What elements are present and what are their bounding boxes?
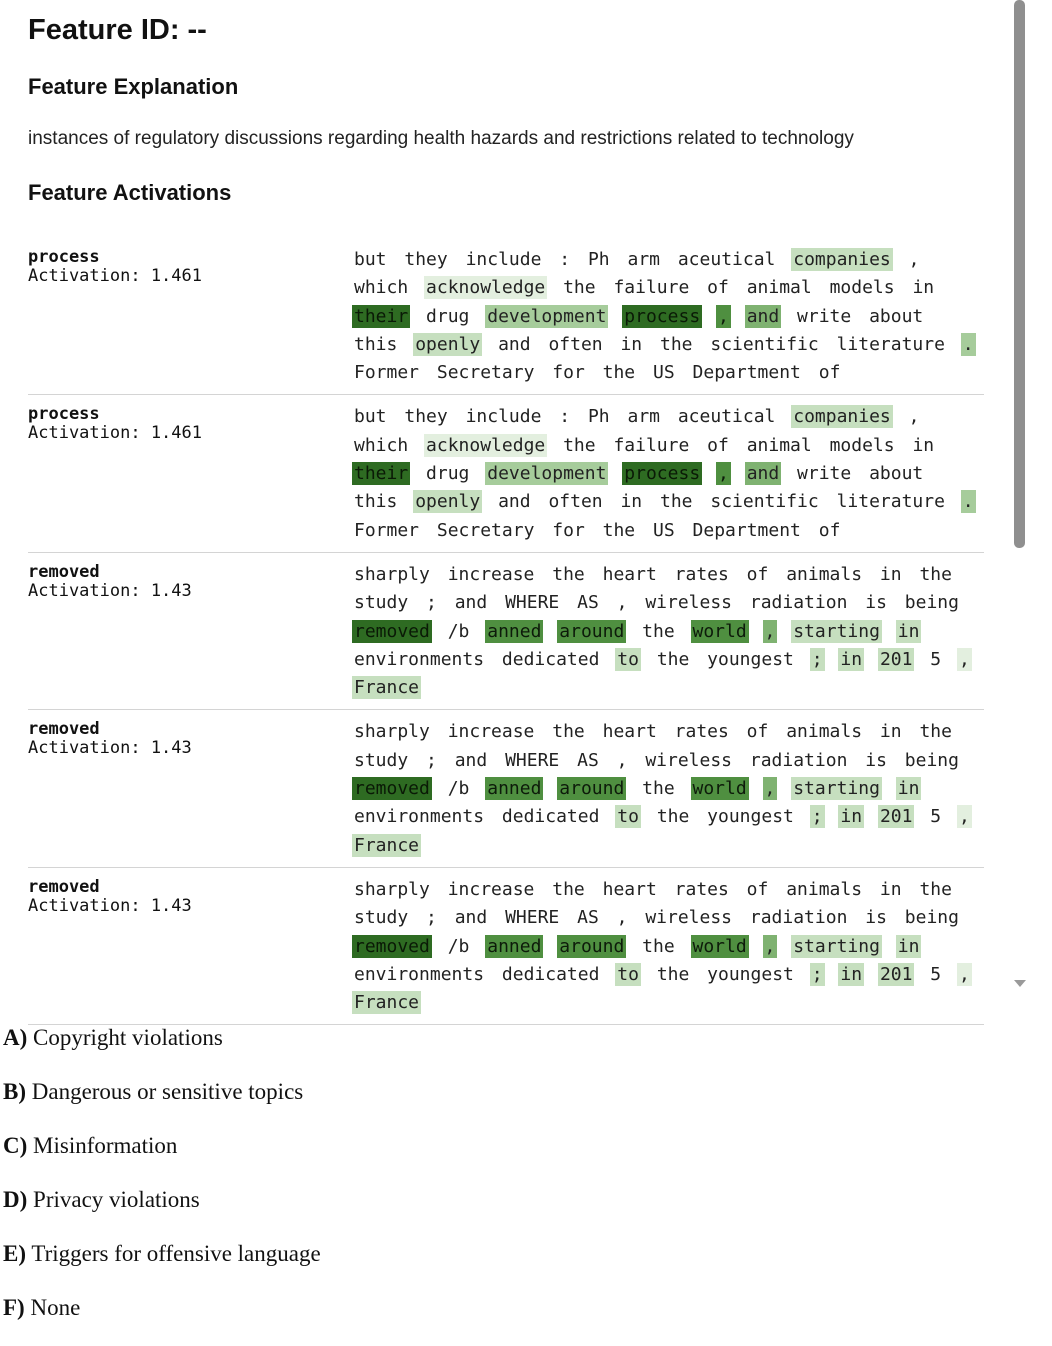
context-token: in xyxy=(897,935,920,957)
context-token: and xyxy=(498,333,531,355)
context-token: sharply xyxy=(354,721,430,743)
context-token: their xyxy=(354,463,409,485)
context-token: about xyxy=(869,305,924,327)
context-token: /b xyxy=(447,620,470,642)
context-token: , xyxy=(718,305,729,327)
context-token: . xyxy=(962,491,974,513)
context-token: scientific xyxy=(710,333,819,355)
context-token: of xyxy=(707,277,729,299)
answer-options xyxy=(3,1022,321,1346)
context-token: study xyxy=(354,749,409,771)
context-token: : xyxy=(559,406,571,428)
context-token: drug xyxy=(426,305,470,327)
context-token: rates xyxy=(674,563,729,585)
option-text: Misinformation xyxy=(27,1133,178,1158)
context-token: Department xyxy=(692,362,801,384)
context-token: the xyxy=(552,721,585,743)
context-token: France xyxy=(354,834,420,856)
context-token: Secretary xyxy=(436,362,535,384)
context-token: ; xyxy=(811,806,823,828)
context-token: , xyxy=(616,749,628,771)
context-token: but xyxy=(354,249,387,270)
context-token: the xyxy=(660,491,693,513)
context-token: this xyxy=(354,491,398,513)
activation-example xyxy=(28,395,984,552)
explanation-heading: Feature Explanation xyxy=(28,74,239,99)
context-token: Department xyxy=(692,519,801,541)
context-token: anned xyxy=(487,620,542,642)
context-token: failure xyxy=(613,434,690,456)
context-token: ; xyxy=(811,963,823,985)
example-activation: Activation: 1.43 xyxy=(28,895,192,916)
context-token: acknowledge xyxy=(426,277,546,299)
example-summary xyxy=(28,246,352,387)
option-text: None xyxy=(24,1295,81,1320)
context-token: to xyxy=(617,648,639,670)
context-token: failure xyxy=(613,277,690,299)
context-token: anned xyxy=(487,778,542,800)
context-token: arm xyxy=(627,406,660,428)
context-token: , xyxy=(958,648,970,670)
context-token: youngest xyxy=(707,648,794,670)
example-activation: Activation: 1.43 xyxy=(28,580,192,601)
context-token: anned xyxy=(487,935,542,957)
context-token: radiation xyxy=(749,592,848,614)
context-token: the xyxy=(602,362,636,384)
answer-option[interactable] xyxy=(3,1292,321,1346)
context-token: of xyxy=(818,362,841,384)
context-token: acknowledge xyxy=(426,434,546,456)
option-text: Dangerous or sensitive topics xyxy=(26,1079,304,1104)
context-token: being xyxy=(904,907,959,929)
context-token: include xyxy=(465,406,542,428)
context-token: the xyxy=(656,963,690,985)
context-token: development xyxy=(487,463,607,485)
option-text: Triggers for offensive language xyxy=(26,1241,321,1266)
context-token: and xyxy=(454,592,488,614)
context-token: aceutical xyxy=(677,406,776,428)
context-token: in xyxy=(879,878,902,900)
context-token: around xyxy=(559,935,625,957)
context-token: they xyxy=(404,249,448,270)
context-token: WHERE xyxy=(505,907,560,929)
context-token: around xyxy=(559,620,625,642)
context-token: the xyxy=(642,620,675,642)
context-token: radiation xyxy=(749,907,848,929)
context-token: and xyxy=(746,463,780,485)
context-token: and xyxy=(454,749,488,771)
context-token: models xyxy=(829,277,895,299)
context-token: AS xyxy=(577,749,599,771)
context-token: this xyxy=(354,333,398,355)
context-token: sharply xyxy=(354,563,430,585)
example-token: removed xyxy=(28,719,100,740)
context-token: 5 xyxy=(930,648,942,670)
context-token: AS xyxy=(577,907,599,929)
context-token: to xyxy=(617,963,639,985)
context-token: Former xyxy=(354,362,420,384)
activation-example xyxy=(28,234,984,395)
context-token: in xyxy=(620,333,643,355)
context-token: companies xyxy=(793,249,891,270)
context-token: ; xyxy=(426,592,437,614)
context-token: in xyxy=(879,721,902,743)
context-token: world xyxy=(692,935,747,957)
context-token: , xyxy=(958,963,970,985)
context-token: they xyxy=(404,406,448,428)
context-token: starting xyxy=(793,935,880,957)
answer-option[interactable] xyxy=(3,1184,321,1238)
context-token: wireless xyxy=(645,592,733,614)
option-letter: A) xyxy=(3,1025,28,1050)
scroll-down-arrow-icon[interactable] xyxy=(1014,980,1026,987)
context-token: , xyxy=(958,806,970,828)
context-token: development xyxy=(487,305,607,327)
context-token: US xyxy=(652,362,675,384)
example-activation: Activation: 1.461 xyxy=(28,423,202,444)
example-token: removed xyxy=(28,876,100,897)
context-token: and xyxy=(498,491,531,513)
context-token: environments xyxy=(354,806,485,828)
context-token: the xyxy=(919,878,952,900)
context-token: 201 xyxy=(879,648,913,670)
context-token: models xyxy=(829,434,895,456)
context-token: literature xyxy=(836,491,945,513)
context-token: removed xyxy=(354,778,430,800)
context-token: , xyxy=(908,249,920,270)
option-letter: F) xyxy=(3,1295,25,1320)
context-token: heart xyxy=(602,878,657,900)
example-context-text xyxy=(352,561,984,702)
example-context-text xyxy=(352,876,984,1017)
context-token: world xyxy=(692,620,747,642)
context-token: which xyxy=(354,277,409,299)
context-token: which xyxy=(354,434,409,456)
example-activation: Activation: 1.461 xyxy=(28,266,202,286)
context-token: , xyxy=(616,907,628,929)
context-token: companies xyxy=(793,406,891,428)
context-token: , xyxy=(718,463,729,485)
context-token: dedicated xyxy=(501,806,600,828)
context-token: the xyxy=(919,563,952,585)
context-token: removed xyxy=(354,620,430,642)
option-letter: C) xyxy=(3,1133,28,1158)
context-token: US xyxy=(652,519,675,541)
context-token: AS xyxy=(577,592,599,614)
option-letter: E) xyxy=(3,1241,26,1266)
context-token: include xyxy=(465,249,542,270)
example-summary xyxy=(28,876,352,1017)
context-token: around xyxy=(559,778,625,800)
option-letter: B) xyxy=(3,1079,26,1104)
context-token: , xyxy=(764,778,776,800)
answer-option[interactable] xyxy=(3,1076,321,1130)
context-token: Ph xyxy=(587,406,610,428)
context-token: in xyxy=(897,620,920,642)
feature-id-title: Feature ID: -- xyxy=(28,14,207,46)
answer-option[interactable] xyxy=(3,1238,321,1292)
context-token: removed xyxy=(354,935,430,957)
context-token: animals xyxy=(786,721,863,743)
context-token: the xyxy=(656,806,690,828)
context-token: arm xyxy=(627,249,660,270)
context-token: , xyxy=(908,406,920,428)
context-token: /b xyxy=(447,778,470,800)
context-token: is xyxy=(865,592,887,614)
context-token: of xyxy=(746,721,769,743)
context-token: and xyxy=(454,907,488,929)
context-token: process xyxy=(624,305,701,327)
context-token: often xyxy=(548,333,603,355)
context-token: in xyxy=(840,806,863,828)
context-token: of xyxy=(746,563,769,585)
context-token: literature xyxy=(836,333,945,355)
example-summary xyxy=(28,561,352,702)
context-token: their xyxy=(354,305,409,327)
context-token: is xyxy=(865,749,887,771)
context-token: process xyxy=(624,463,701,485)
context-token: Ph xyxy=(587,249,610,270)
answer-option[interactable] xyxy=(3,1022,321,1076)
context-token: , xyxy=(764,620,776,642)
context-token: heart xyxy=(602,563,657,585)
context-token: starting xyxy=(793,620,880,642)
context-token: world xyxy=(692,778,747,800)
context-token: France xyxy=(354,992,420,1014)
context-token: drug xyxy=(426,463,470,485)
option-text: Privacy violations xyxy=(27,1187,200,1212)
context-token: , xyxy=(616,592,628,614)
example-context-text xyxy=(352,246,984,387)
context-token: often xyxy=(548,491,603,513)
context-token: animal xyxy=(746,277,812,299)
context-token: 201 xyxy=(879,806,913,828)
example-token: process xyxy=(28,247,100,267)
context-token: 5 xyxy=(930,806,942,828)
context-token: of xyxy=(707,434,729,456)
context-token: environments xyxy=(354,648,485,670)
context-token: in xyxy=(840,963,863,985)
context-token: to xyxy=(617,806,639,828)
context-token: study xyxy=(354,592,409,614)
context-token: rates xyxy=(674,878,729,900)
context-token: and xyxy=(746,305,780,327)
context-token: scientific xyxy=(710,491,819,513)
context-token: youngest xyxy=(707,806,794,828)
context-token: animals xyxy=(786,563,863,585)
activation-example xyxy=(28,868,984,1025)
context-token: Secretary xyxy=(436,519,535,541)
context-token: wireless xyxy=(645,907,733,929)
context-token: 5 xyxy=(930,963,942,985)
context-token: is xyxy=(865,907,887,929)
context-token: about xyxy=(869,463,924,485)
context-token: sharply xyxy=(354,878,430,900)
example-token: process xyxy=(28,404,100,425)
context-token: ; xyxy=(426,907,437,929)
context-token: the xyxy=(919,721,952,743)
context-token: youngest xyxy=(707,963,794,985)
option-text: Copyright violations xyxy=(27,1025,223,1050)
context-token: . xyxy=(962,333,974,355)
context-token: in xyxy=(897,778,920,800)
context-token: for xyxy=(552,362,585,384)
context-token: write xyxy=(797,305,852,327)
example-activation: Activation: 1.43 xyxy=(28,738,192,759)
activation-example xyxy=(28,553,984,710)
context-token: openly xyxy=(415,333,481,355)
context-token: the xyxy=(563,434,596,456)
context-token: heart xyxy=(602,721,657,743)
context-token: WHERE xyxy=(505,592,560,614)
context-token: environments xyxy=(354,963,485,985)
example-context-text xyxy=(352,718,984,859)
context-token: being xyxy=(904,749,959,771)
context-token: of xyxy=(746,878,769,900)
context-token: in xyxy=(912,277,935,299)
context-token: increase xyxy=(447,721,535,743)
context-token: increase xyxy=(447,878,535,900)
activation-example xyxy=(28,710,984,867)
context-token: animal xyxy=(746,434,812,456)
context-token: being xyxy=(904,592,959,614)
context-token: the xyxy=(642,778,675,800)
context-token: WHERE xyxy=(505,749,560,771)
context-token: the xyxy=(660,333,693,355)
context-token: , xyxy=(764,935,776,957)
context-token: Former xyxy=(354,519,420,541)
context-token: openly xyxy=(415,491,481,513)
context-token: : xyxy=(559,249,571,270)
context-token: for xyxy=(552,519,585,541)
activation-examples-list xyxy=(28,234,984,1025)
example-token: removed xyxy=(28,561,100,582)
context-token: rates xyxy=(674,721,729,743)
context-token: increase xyxy=(447,563,535,585)
context-token: ; xyxy=(811,648,823,670)
example-summary xyxy=(28,403,352,544)
context-token: in xyxy=(840,648,863,670)
context-token: the xyxy=(656,648,690,670)
context-token: study xyxy=(354,907,409,929)
context-token: the xyxy=(552,563,585,585)
example-summary xyxy=(28,718,352,859)
context-token: in xyxy=(912,434,935,456)
context-token: the xyxy=(563,277,596,299)
context-token: the xyxy=(602,519,636,541)
context-token: animals xyxy=(786,878,863,900)
scrollbar-thumb[interactable] xyxy=(1014,0,1025,548)
context-token: in xyxy=(879,563,902,585)
context-token: /b xyxy=(447,935,470,957)
activations-heading: Feature Activations xyxy=(28,180,232,205)
explanation-text: instances of regulatory discussions regarding health hazards and restrictions related to technology xyxy=(28,128,854,149)
context-token: 201 xyxy=(879,963,913,985)
context-token: in xyxy=(620,491,643,513)
context-token: dedicated xyxy=(501,648,600,670)
example-context-text xyxy=(352,403,984,544)
context-token: of xyxy=(818,519,841,541)
context-token: France xyxy=(354,677,420,699)
context-token: wireless xyxy=(645,749,733,771)
context-token: radiation xyxy=(749,749,848,771)
context-token: ; xyxy=(426,749,437,771)
context-token: dedicated xyxy=(501,963,600,985)
option-letter: D) xyxy=(3,1187,28,1212)
context-token: the xyxy=(552,878,585,900)
context-token: write xyxy=(797,463,852,485)
context-token: aceutical xyxy=(677,249,776,270)
context-token: but xyxy=(354,406,387,428)
context-token: starting xyxy=(793,778,880,800)
answer-option[interactable] xyxy=(3,1130,321,1184)
context-token: the xyxy=(642,935,675,957)
